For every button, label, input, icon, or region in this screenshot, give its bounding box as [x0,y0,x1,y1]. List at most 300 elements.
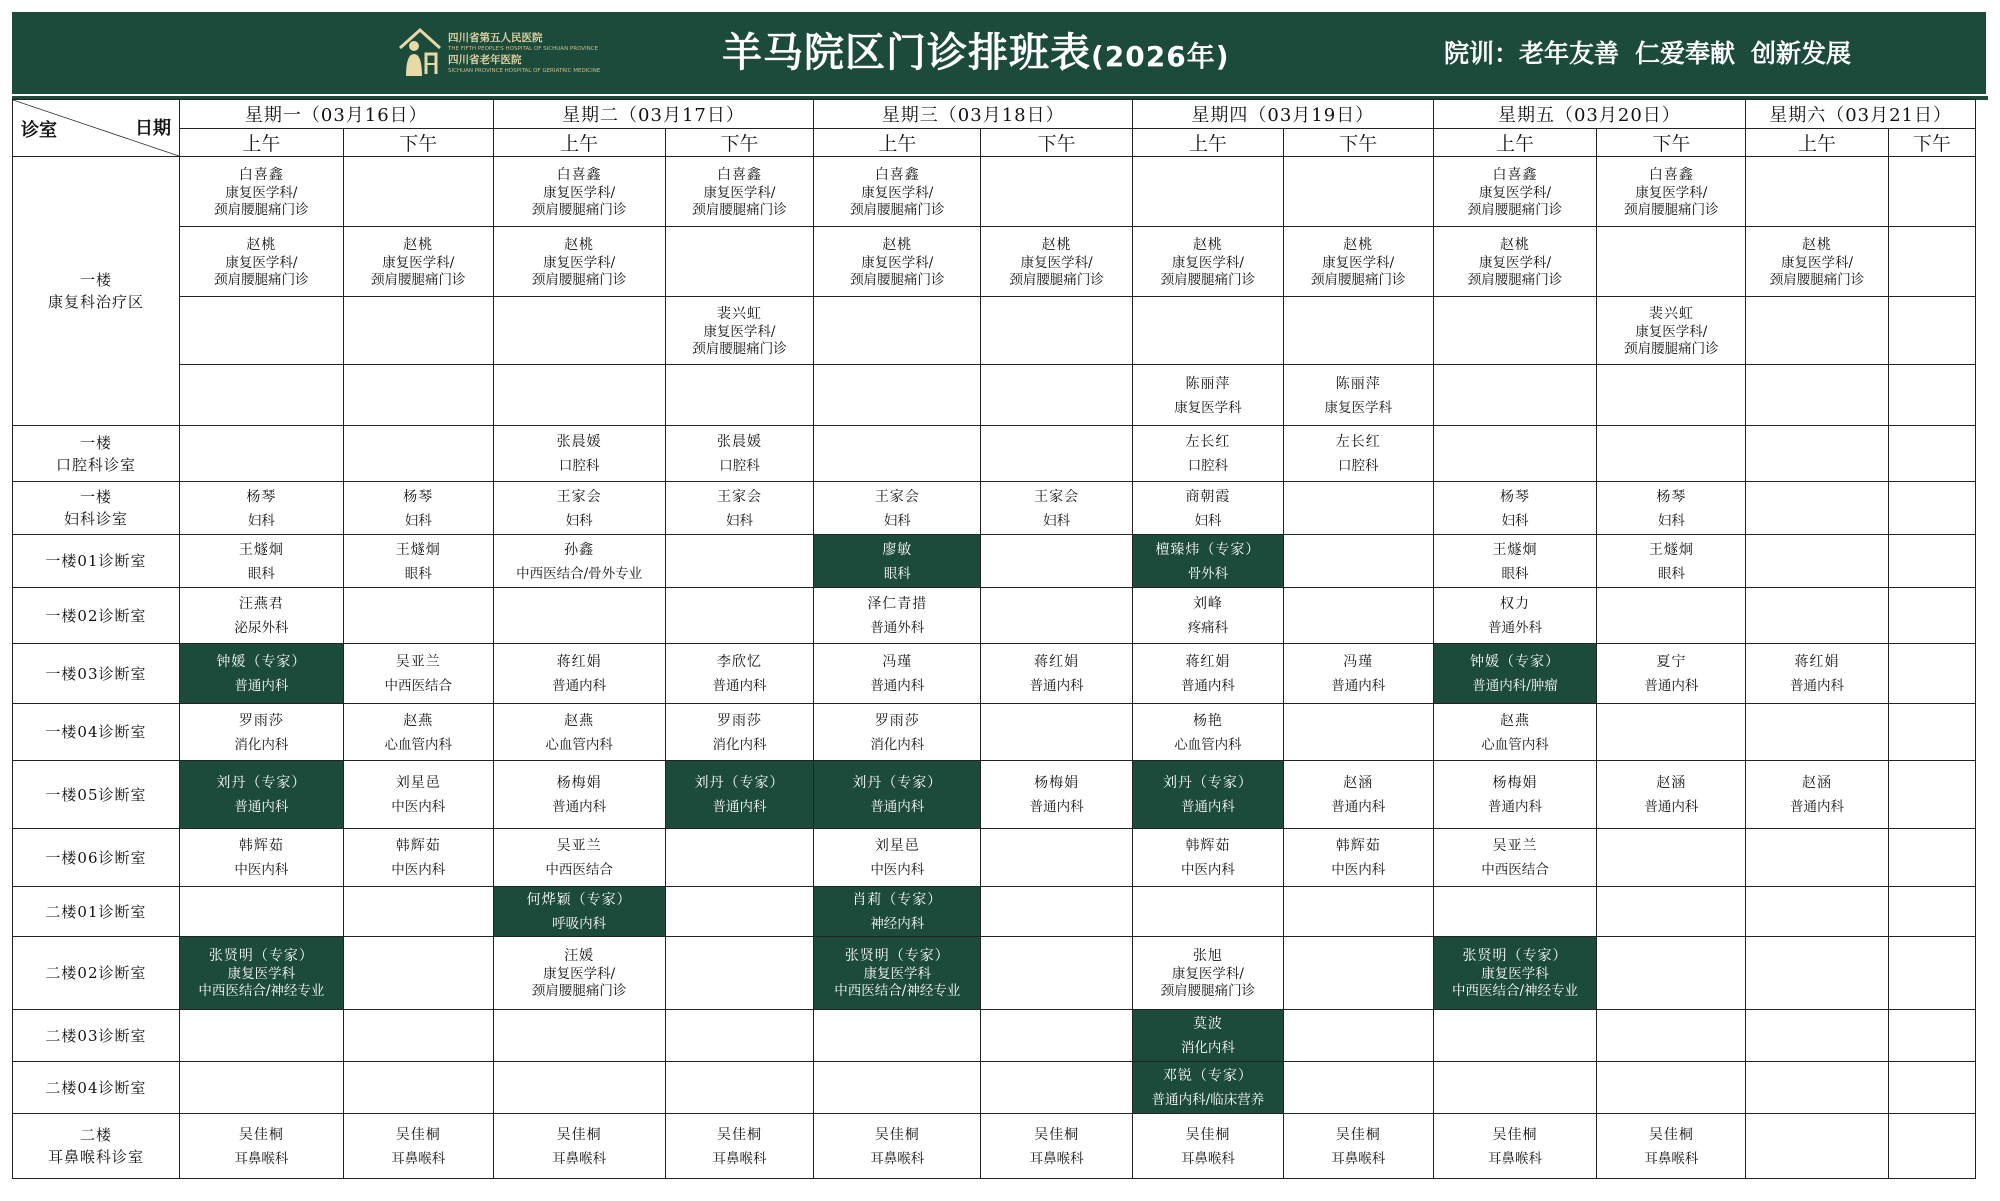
schedule-cell [179,535,343,588]
department: 康复医学科/ [1322,254,1395,271]
pm-header: 下午 [1597,129,1746,157]
doctor-name: 邓锐（专家） [1162,1068,1253,1084]
am-header: 上午 [1433,129,1597,157]
department: 普通内科 [1180,799,1235,815]
schedule-cell [179,1010,343,1062]
department: 康复医学科/ [543,966,616,982]
pm-header: 下午 [343,129,493,157]
doctor-name: 吴佳桐 [395,1126,441,1143]
schedule-cell [814,887,981,937]
department: 心血管内科 [1481,736,1549,753]
schedule-cell [1433,588,1597,644]
department: 眼科 [883,565,911,582]
room-label-line2: 口腔科诊室 [55,455,136,474]
department: 心血管内科 [384,736,452,753]
room-label-line2: 耳鼻喉科诊室 [47,1148,144,1166]
doctor-name: 赵燕 [564,712,595,729]
schedule-cell [343,1010,493,1062]
department-detail: 颈肩腰腿痛门诊 [692,340,787,357]
department: 普通内科 [1488,799,1543,815]
schedule-cell [1597,937,1746,1010]
schedule-cell [1283,1062,1433,1114]
schedule-cell [1283,426,1433,482]
department: 康复医学科 [863,966,932,982]
schedule-cell [665,761,814,829]
doctor-name: 刘峰 [1192,596,1223,612]
schedule-cell [814,937,981,1010]
doctor-name: 赵桃 [882,236,913,253]
department: 耳鼻喉科 [1644,1150,1699,1167]
doctor-name: 泽仁青措 [867,596,928,612]
doctor-name: 赵涵 [1656,775,1687,791]
schedule-cell [1133,297,1284,365]
department: 康复医学科 [1324,399,1392,416]
schedule-cell [493,704,665,761]
doctor-name: 廖敏 [882,541,913,558]
am-header: 上午 [1133,129,1284,157]
day-header: 星期二（03月17日） [493,100,814,129]
room-label-cell [13,1010,180,1062]
schedule-cell [814,365,981,426]
department: 妇科 [883,512,911,529]
department-detail: 颈肩腰腿痛门诊 [1467,271,1563,288]
schedule-cell [1888,887,1975,937]
doctor-name: 吴佳桐 [1648,1126,1694,1143]
department: 中西医结合 [384,678,452,694]
doctor-name: 白喜鑫 [1492,166,1538,183]
department: 妇科 [247,512,275,529]
schedule-cell [1597,1062,1746,1114]
department: 康复医学科/ [1781,254,1854,271]
logo-name-line2: 四川省老年医院 [448,54,522,66]
table-row [13,365,1976,426]
department: 普通内科 [1029,799,1084,815]
day-header: 星期三（03月18日） [814,100,1133,129]
doctor-name: 张贤明（专家） [208,948,314,964]
schedule-cell [1433,1062,1597,1114]
schedule-cell [981,887,1133,937]
doctor-name: 杨梅娟 [1492,775,1538,791]
doctor-name: 罗雨莎 [874,712,920,729]
department: 普通内科 [1180,678,1235,694]
doctor-name: 赵桃 [564,236,595,253]
schedule-cell [665,937,814,1010]
schedule-cell [343,644,493,704]
doctor-name: 张晨媛 [716,434,762,450]
department: 妇科 [1194,512,1222,529]
schedule-cell [665,1062,814,1114]
department: 消化内科 [870,736,925,753]
doctor-name: 杨琴 [246,488,277,505]
schedule-cell [1597,829,1746,887]
doctor-name: 蒋红娟 [1034,654,1080,670]
doctor-name: 左长红 [1335,434,1381,450]
doctor-name: 杨梅娟 [1034,775,1080,791]
doctor-name: 王燧炯 [1492,541,1538,558]
room-label-line1: 一楼 [79,433,112,452]
table-row [13,426,1976,482]
department: 口腔科 [1337,458,1379,474]
table-row [13,157,1976,227]
schedule-cell [981,227,1133,297]
doctor-name: 吴亚兰 [395,654,441,670]
department: 中西医结合/骨外专业 [516,565,643,582]
schedule-cell [665,365,814,426]
department: 眼科 [1657,565,1685,582]
schedule-cell [665,1114,814,1179]
schedule-cell [1888,426,1975,482]
schedule-cell [1597,535,1746,588]
room-label-cell [13,157,180,426]
department: 普通外科 [1488,620,1543,636]
schedule-cell [1283,588,1433,644]
schedule-cell [981,761,1133,829]
schedule-cell [1888,297,1975,365]
schedule-cell [981,829,1133,887]
doctor-name: 杨艳 [1192,712,1223,729]
doctor-name: 檀臻炜（专家） [1155,541,1261,558]
doctor-name: 刘星邑 [395,775,441,791]
doctor-name: 赵桃 [1500,236,1531,253]
day-header: 星期五（03月20日） [1433,100,1746,129]
table-row [13,297,1976,365]
schedule-cell [814,297,981,365]
schedule-cell [1133,535,1284,588]
doctor-name: 肖莉（专家） [852,892,943,908]
day-header: 星期六（03月21日） [1746,100,1976,129]
doctor-name: 左长红 [1185,434,1231,450]
department: 消化内科 [1180,1040,1235,1056]
schedule-cell [1888,535,1975,588]
doctor-name: 吴佳桐 [238,1126,284,1143]
schedule-cell [179,297,343,365]
schedule-cell [493,1062,665,1114]
department: 康复医学科/ [225,184,298,201]
schedule-cell [343,887,493,937]
department: 普通内科/临床营养 [1151,1092,1265,1108]
department-detail: 颈肩腰腿痛门诊 [214,201,309,218]
doctor-name: 白喜鑫 [1648,166,1694,183]
room-label-line1: 一楼01诊断室 [45,552,147,570]
department: 普通内科 [1029,678,1084,694]
schedule-cell [814,1010,981,1062]
department: 康复医学科/ [1479,254,1552,271]
doctor-name: 韩辉茹 [1185,838,1231,854]
schedule-cell [665,482,814,535]
am-header: 上午 [493,129,665,157]
doctor-name: 汪媛 [564,948,595,964]
schedule-cell [665,535,814,588]
doctor-name: 吴佳桐 [716,1126,762,1143]
department: 康复医学科/ [703,323,776,340]
table-row [13,1010,1976,1062]
room-label-cell [13,482,180,535]
schedule-cell [1133,887,1284,937]
department-detail: 颈肩腰腿痛门诊 [1009,271,1104,288]
schedule-cell [179,227,343,297]
title-text: 羊马院区门诊排班表 [722,30,1091,76]
room-label-line1: 一楼 [79,488,112,506]
corner-room-label: 诊室 [21,120,57,141]
schedule-cell [1746,297,1889,365]
room-label-line1: 一楼02诊断室 [45,606,147,625]
schedule-cell [493,761,665,829]
schedule-cell [1746,704,1889,761]
department: 康复医学科/ [1020,254,1093,271]
schedule-cell [981,365,1133,426]
doctor-name: 吴佳桐 [1335,1126,1381,1143]
doctor-name: 刘丹（专家） [852,775,943,791]
schedule-cell [1283,1114,1433,1179]
doctor-name: 裴兴虹 [1648,305,1694,322]
schedule-cell [1597,704,1746,761]
schedule-cell [1746,365,1889,426]
department: 中医内科 [1180,862,1235,878]
schedule-cell [1433,365,1597,426]
doctor-name: 赵桃 [403,236,434,253]
schedule-cell [343,297,493,365]
schedule-cell [1597,1010,1746,1062]
department-detail: 颈肩腰腿痛门诊 [1624,201,1719,218]
schedule-cell [1746,761,1889,829]
doctor-name: 张贤明（专家） [1462,948,1568,964]
schedule-cell [1133,704,1284,761]
department: 口腔科 [558,458,600,474]
table-row [13,1114,1976,1179]
department: 普通内科 [870,799,925,815]
department: 普通内科/肿瘤 [1472,678,1558,694]
department: 中西医结合 [545,862,613,878]
schedule-cell [1283,644,1433,704]
room-label-line1: 一楼03诊断室 [45,664,147,683]
schedule-cell [1597,297,1746,365]
department: 中医内科 [234,862,289,878]
schedule-cell [814,1062,981,1114]
schedule-cell [493,227,665,297]
table-row [13,937,1976,1010]
room-label-cell [13,937,180,1010]
department-detail: 颈肩腰腿痛门诊 [531,201,627,218]
pm-header: 下午 [1888,129,1975,157]
schedule-cell [343,227,493,297]
schedule-cell [1888,829,1975,887]
room-label-cell [13,887,180,937]
room-label-cell [13,644,180,704]
room-label-line2: 妇科诊室 [63,510,128,528]
schedule-cell [1746,227,1889,297]
schedule-cell [814,761,981,829]
department: 康复医学科 [1481,966,1549,982]
schedule-cell [343,535,493,588]
schedule-cell [1283,297,1433,365]
doctor-name: 钟媛（专家） [216,654,307,670]
department: 疼痛科 [1187,620,1229,636]
doctor-name: 商朝霞 [1185,488,1231,505]
doctor-name: 杨琴 [403,488,434,505]
doctor-name: 赵桃 [1192,236,1223,253]
schedule-cell [1888,588,1975,644]
date-header-row [13,100,1976,129]
department: 眼科 [247,565,275,582]
schedule-cell [1433,644,1597,704]
doctor-name: 蒋红娟 [1185,654,1231,670]
schedule-cell [493,157,665,227]
schedule-cell [981,937,1133,1010]
department-detail: 颈肩腰腿痛门诊 [692,201,787,218]
schedule-cell [981,1010,1133,1062]
doctor-name: 刘丹（专家） [694,775,785,791]
department-detail: 颈肩腰腿痛门诊 [1624,340,1719,357]
doctor-name: 王燧炯 [395,541,441,558]
department: 普通内科 [552,799,607,815]
hospital-motto [1444,34,1867,74]
schedule-cell [1888,761,1975,829]
schedule-cell [1133,761,1284,829]
schedule-cell [343,761,493,829]
schedule-cell [1433,761,1597,829]
motto-item-2: 仁爱奉献 [1635,39,1736,68]
doctor-name: 韩辉茹 [1335,838,1381,854]
department: 普通内科 [234,678,289,694]
schedule-cell [493,482,665,535]
schedule-cell [665,887,814,937]
schedule-cell [1433,227,1597,297]
schedule-cell [179,887,343,937]
department: 康复医学科 [227,966,296,982]
schedule-cell [814,157,981,227]
doctor-name: 赵桃 [1343,236,1374,253]
schedule-cell [1433,535,1597,588]
department: 耳鼻喉科 [552,1150,607,1167]
department: 心血管内科 [1174,736,1242,753]
schedule-cell [1746,482,1889,535]
department: 普通内科 [1644,799,1699,815]
department-detail: 颈肩腰腿痛门诊 [214,271,309,288]
schedule-cell [1133,588,1284,644]
department: 普通内科 [552,678,607,694]
doctor-name: 孙鑫 [564,541,595,558]
schedule-cell [1888,365,1975,426]
pm-header: 下午 [1283,129,1433,157]
department: 骨外科 [1187,565,1229,582]
table-row [13,1062,1976,1114]
schedule-cell [493,887,665,937]
department: 康复医学科/ [861,184,934,201]
schedule-cell [343,157,493,227]
schedule-cell [1133,426,1284,482]
department: 口腔科 [719,458,760,474]
department: 普通内科 [1790,799,1845,815]
schedule-cell [665,227,814,297]
doctor-name: 赵涵 [1343,775,1374,791]
room-label-line1: 一楼05诊断室 [45,785,147,804]
schedule-cell [1433,1114,1597,1179]
schedule-cell [179,704,343,761]
corner-cell [13,100,180,157]
doctor-name: 吴佳桐 [1492,1126,1538,1143]
schedule-cell [981,157,1133,227]
department: 眼科 [1501,565,1529,582]
doctor-name: 吴佳桐 [1185,1126,1231,1143]
schedule-cell [1597,227,1746,297]
department: 康复医学科/ [1479,184,1552,201]
schedule-cell [1433,426,1597,482]
hospital-logo [396,18,606,88]
schedule-cell [179,426,343,482]
motto-label: 院训：老年友善 [1444,39,1620,68]
department: 耳鼻喉科 [1488,1150,1543,1167]
schedule-cell [981,1114,1133,1179]
schedule-cell [1283,761,1433,829]
schedule-cell [981,588,1133,644]
doctor-name: 罗雨莎 [238,712,284,729]
schedule-cell [814,426,981,482]
schedule-cell [814,227,981,297]
department: 中医内科 [391,862,446,878]
schedule-cell [1433,482,1597,535]
department-detail: 颈肩腰腿痛门诊 [1160,983,1256,999]
room-label-cell [13,1062,180,1114]
doctor-name: 吴佳桐 [556,1126,602,1143]
doctor-name: 杨琴 [1656,488,1687,505]
schedule-cell [179,761,343,829]
department: 普通内科 [1331,799,1386,815]
department: 普通内科 [1790,678,1845,694]
doctor-name: 权力 [1500,596,1531,612]
department: 康复医学科/ [543,254,616,271]
doctor-name: 杨梅娟 [556,775,602,791]
room-label-line1: 一楼 [79,271,112,289]
schedule-cell [665,157,814,227]
department: 耳鼻喉科 [391,1150,446,1167]
department: 普通内科 [712,799,767,815]
logo-english-line2: SICHUAN PROVINCE HOSPITAL OF GERIATRIC MEDICINE [448,68,601,74]
department: 康复医学科/ [382,254,455,271]
schedule-cell [493,644,665,704]
schedule-cell [1888,1010,1975,1062]
doctor-name: 韩辉茹 [238,838,284,854]
doctor-name: 吴亚兰 [556,838,602,854]
department-detail: 颈肩腰腿痛门诊 [531,983,627,999]
corner-date-label: 日期 [134,118,171,139]
schedule-cell [179,157,343,227]
doctor-name: 夏宁 [1656,654,1687,670]
schedule-cell [493,588,665,644]
schedule-cell [1597,761,1746,829]
schedule-cell [1746,535,1889,588]
doctor-name: 王燧炯 [238,541,284,558]
department: 康复医学科/ [1635,323,1708,340]
schedule-cell [1133,937,1284,1010]
schedule-cell [1133,1114,1284,1179]
logo-english-line1: THE FIFTH PEOPLE'S HOSPITAL OF SICHUAN PROVINCE [448,46,599,52]
schedule-cell [1433,1010,1597,1062]
table-row [13,227,1976,297]
schedule-cell [1283,535,1433,588]
schedule-cell [1746,887,1889,937]
schedule-cell [1597,887,1746,937]
schedule-cell [1888,704,1975,761]
schedule-cell [343,704,493,761]
schedule-cell [1283,157,1433,227]
doctor-name: 吴佳桐 [874,1126,920,1143]
schedule-cell [1746,1062,1889,1114]
schedule-cell [1433,157,1597,227]
department: 耳鼻喉科 [1331,1150,1386,1167]
department: 康复医学科/ [703,184,776,201]
table-row [13,887,1976,937]
doctor-name: 白喜鑫 [238,166,284,183]
